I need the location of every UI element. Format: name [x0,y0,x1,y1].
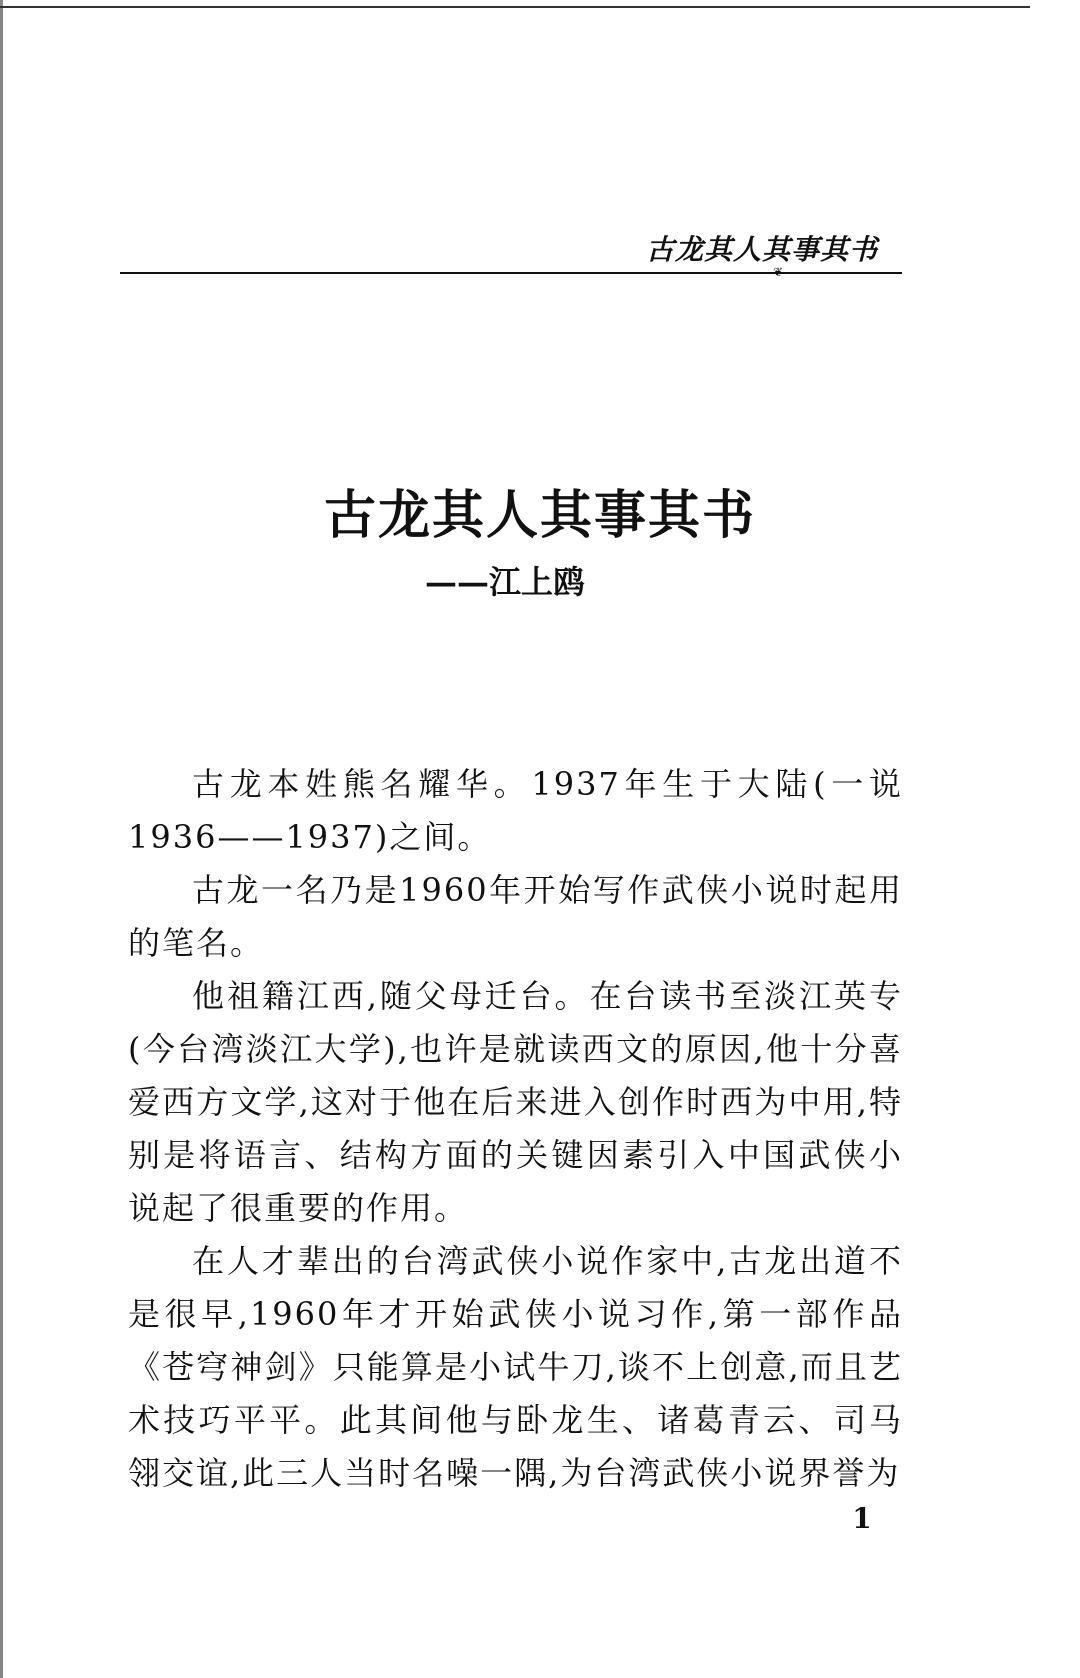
article-title: 古龙其人其事其书 [323,485,756,546]
scan-edge [0,0,3,1678]
header-rule [120,272,902,274]
running-title: 古龙其人其事其书 [645,233,878,266]
paragraph: 他祖籍江西,随父母迁台。在台读书至淡江英专(今台湾淡江大学),也许是就读西文的原因,他十分喜爱西方文学,这对于他在后来进入创作时西为中用,特别是将语言、结构方面的关键因素引入中国武侠小说起了很重要的作用。 [128,977,903,1227]
paragraph: 古龙本姓熊名耀华。1937年生于大陆(一说1936——1937)之间。 [128,765,903,856]
article-body [128,758,903,1500]
ornament-icon: ❦ [773,265,784,279]
paragraph: 古龙一名乃是1960年开始写作武侠小说时起用的笔名。 [128,871,903,962]
scan-top-rule [0,6,1030,8]
page-number: 1 [852,1502,872,1535]
paragraph: 在人才辈出的台湾武侠小说作家中,古龙出道不是很早,1960年才开始武侠小说习作,第一部作品《苍穹神剑》只能算是小试牛刀,谈不上创意,而且艺术技巧平平。此其间他与卧龙生、诸葛青云、司马翎交谊,此三人当时名噪一隅,为台湾武侠小说界誉为 [128,1242,903,1492]
article-byline: ——江上鸥 [425,563,586,601]
